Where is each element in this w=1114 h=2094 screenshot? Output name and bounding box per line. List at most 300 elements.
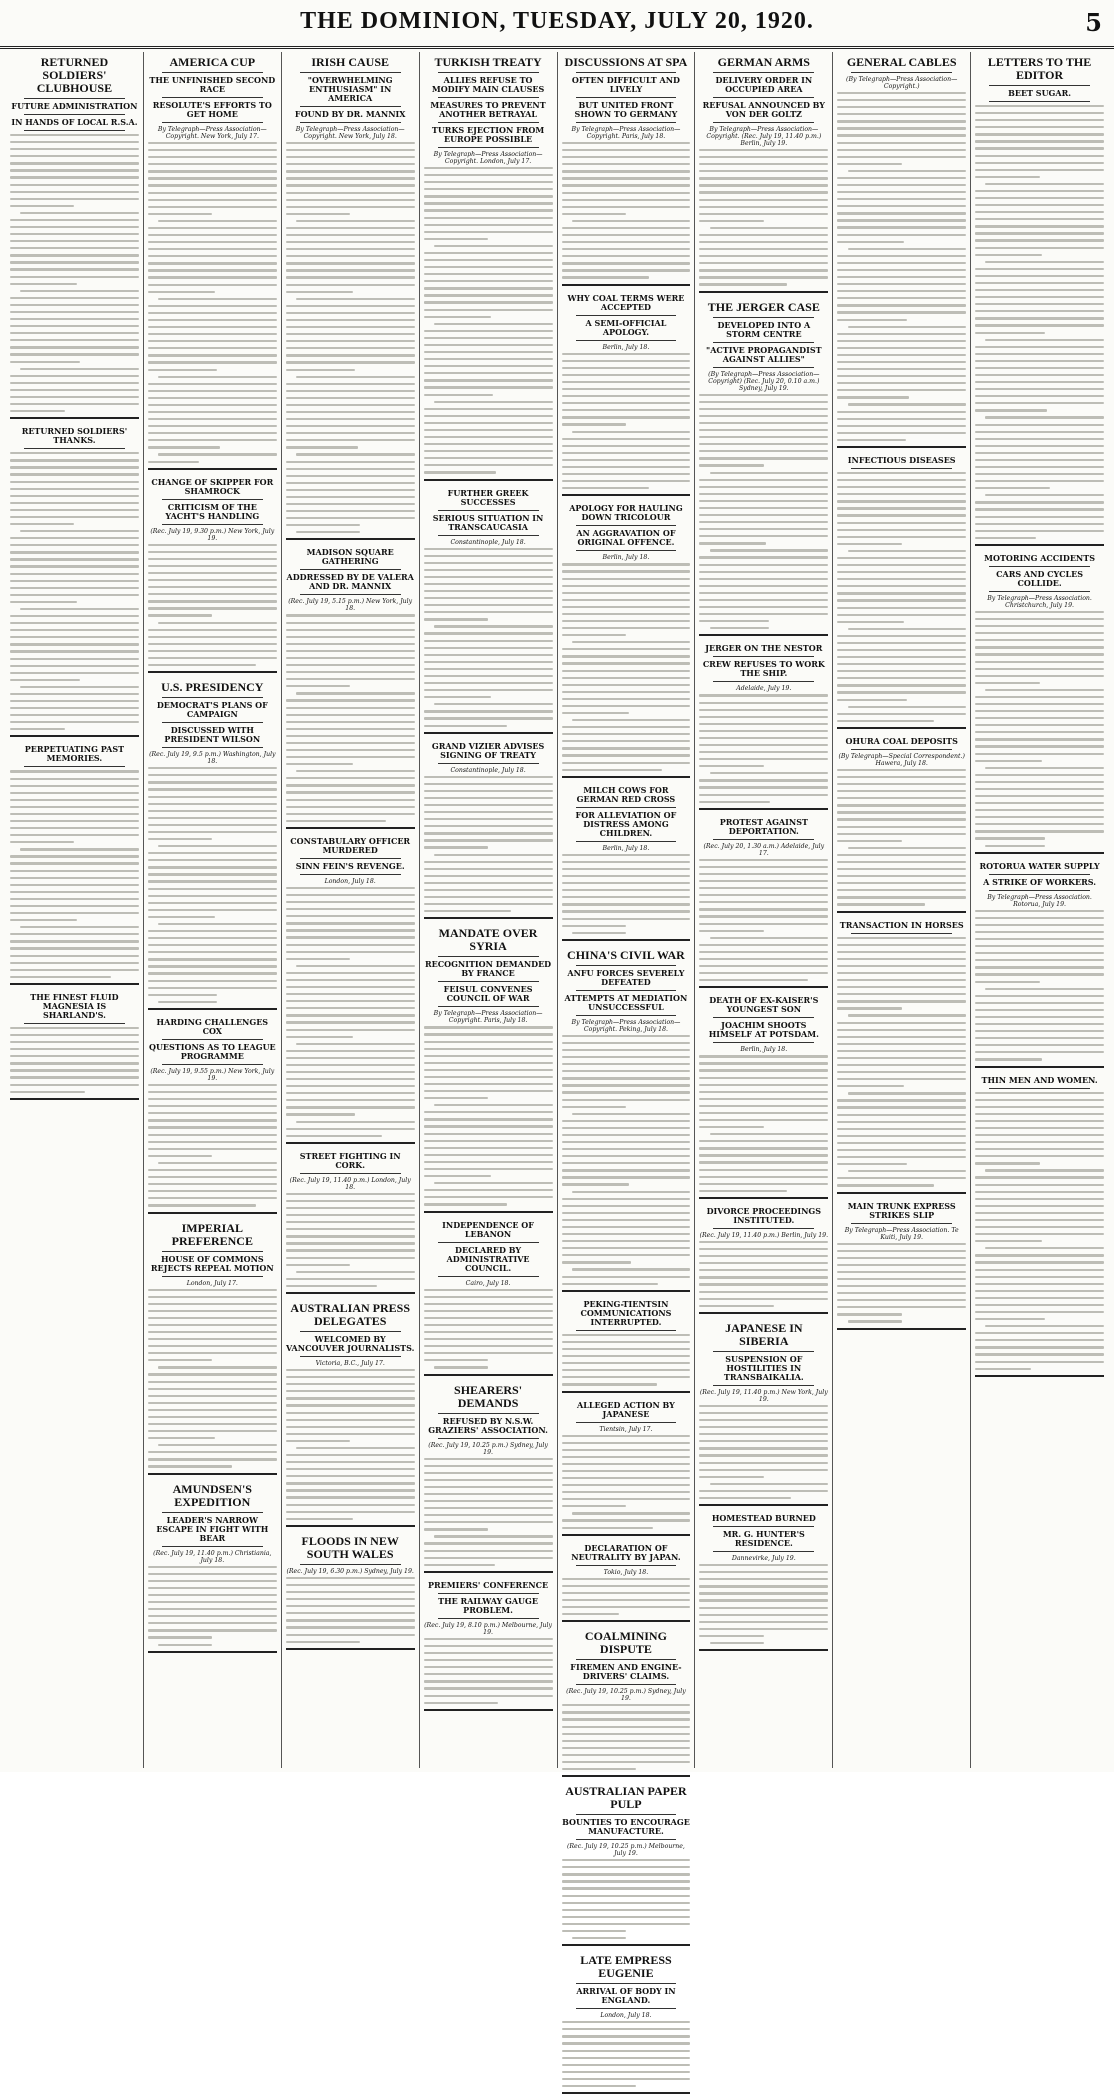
text-line xyxy=(10,905,139,907)
text-line xyxy=(424,1048,553,1050)
article-body-text xyxy=(286,614,415,821)
article-headline: AMUNDSEN'S EXPEDITION xyxy=(172,1481,252,1509)
text-line xyxy=(837,1071,966,1073)
text-line xyxy=(699,1161,828,1163)
text-line xyxy=(10,226,139,228)
text-line xyxy=(562,1505,626,1507)
text-line xyxy=(562,395,691,397)
text-line xyxy=(148,1084,277,1086)
text-line xyxy=(158,1162,277,1164)
text-line xyxy=(286,489,415,491)
article-subheadline: STREET FIGHTING IN CORK. xyxy=(299,1150,401,1170)
text-line xyxy=(975,661,1104,663)
text-line xyxy=(699,1571,828,1573)
text-line xyxy=(424,309,553,311)
text-line xyxy=(158,1444,277,1446)
text-line xyxy=(562,388,691,390)
text-line xyxy=(699,1447,828,1449)
text-line xyxy=(699,1585,828,1587)
article-body-text xyxy=(148,1289,277,1468)
article xyxy=(975,554,1104,854)
subhead-rule xyxy=(300,569,401,570)
text-line xyxy=(562,163,691,165)
text-line xyxy=(148,600,277,602)
subhead-rule xyxy=(713,122,814,123)
text-line xyxy=(10,488,139,490)
text-line xyxy=(975,1198,1104,1200)
text-line xyxy=(148,199,277,201)
text-line xyxy=(148,1601,277,1603)
text-line xyxy=(699,751,828,753)
subhead-rule xyxy=(438,1006,539,1007)
subhead-rule xyxy=(713,1017,814,1018)
headline-rule xyxy=(851,72,952,73)
text-line xyxy=(148,1430,277,1432)
text-line xyxy=(148,262,277,264)
text-line xyxy=(699,1062,828,1064)
text-line xyxy=(562,684,691,686)
article-body-text xyxy=(286,1193,415,1287)
text-line xyxy=(699,592,828,594)
text-line xyxy=(424,464,553,466)
text-line xyxy=(975,353,1104,355)
text-line xyxy=(148,817,277,819)
text-line xyxy=(562,726,691,728)
text-line xyxy=(699,779,828,781)
text-line xyxy=(837,1250,966,1252)
article-subheadline: WELCOMED BY VANCOUVER JOURNALISTS. xyxy=(285,1334,415,1354)
text-line xyxy=(286,1577,415,1579)
article-subheadline: AN AGGRAVATION OF ORIGINAL OFFENCE. xyxy=(576,528,676,548)
text-line xyxy=(562,578,691,580)
text-line xyxy=(562,409,691,411)
headline-rule xyxy=(989,85,1090,86)
article-separator xyxy=(562,284,691,286)
text-line xyxy=(699,248,828,250)
text-line xyxy=(699,206,828,208)
text-line xyxy=(286,234,415,236)
text-line xyxy=(286,657,415,659)
text-line xyxy=(286,1014,415,1016)
text-line xyxy=(975,760,1042,762)
text-line xyxy=(10,862,139,864)
article-body-text xyxy=(148,544,277,667)
text-line xyxy=(424,1111,553,1113)
text-line xyxy=(562,1383,657,1385)
text-line xyxy=(424,1097,488,1099)
text-line xyxy=(837,1142,966,1144)
text-line xyxy=(10,643,139,645)
text-line xyxy=(148,788,277,790)
text-line xyxy=(837,1078,966,1080)
text-line xyxy=(148,397,277,399)
text-line xyxy=(985,988,1104,990)
text-line xyxy=(562,1887,691,1889)
text-line xyxy=(286,799,415,801)
text-line xyxy=(286,1113,356,1115)
text-line xyxy=(562,1902,691,1904)
text-line xyxy=(148,579,277,581)
text-line xyxy=(148,1112,277,1114)
text-line xyxy=(424,294,553,296)
text-line xyxy=(296,376,415,378)
text-line xyxy=(837,425,966,427)
article-body-text xyxy=(562,1859,691,1939)
text-line xyxy=(562,1470,691,1472)
article xyxy=(562,1954,691,2094)
article-separator xyxy=(699,1312,828,1314)
text-line xyxy=(286,1383,415,1385)
text-line xyxy=(837,868,966,870)
column-1 xyxy=(6,52,144,1768)
text-line xyxy=(424,1324,553,1326)
text-line xyxy=(148,1402,277,1404)
text-line xyxy=(975,830,1104,832)
text-line xyxy=(562,1442,691,1444)
text-line xyxy=(424,188,553,190)
text-line xyxy=(10,658,139,660)
text-line xyxy=(975,140,1104,142)
text-line xyxy=(424,344,553,346)
text-line xyxy=(699,415,828,417)
text-line xyxy=(424,238,488,240)
text-line xyxy=(148,572,277,574)
text-line xyxy=(985,1169,1104,1171)
text-line xyxy=(434,703,553,705)
text-line xyxy=(837,1064,966,1066)
text-line xyxy=(562,423,626,425)
text-line xyxy=(699,1069,828,1071)
article-subheadline: ARRIVAL OF BODY IN ENGLAND. xyxy=(576,1986,676,2006)
text-line xyxy=(562,473,691,475)
text-line xyxy=(424,1125,553,1127)
text-line xyxy=(975,959,1104,961)
text-line xyxy=(10,481,139,483)
text-line xyxy=(286,1050,415,1052)
text-line xyxy=(148,767,277,769)
text-line xyxy=(699,514,828,516)
text-line xyxy=(10,969,139,971)
article-subheadline: CREW REFUSES TO WORK THE SHIP. xyxy=(702,659,825,679)
text-line xyxy=(699,958,828,960)
text-line xyxy=(562,691,691,693)
text-line xyxy=(424,287,553,289)
text-line xyxy=(975,973,1104,975)
text-line xyxy=(975,162,1104,164)
text-line xyxy=(148,1105,277,1107)
article-separator xyxy=(286,827,415,829)
text-line xyxy=(710,1642,764,1644)
text-line xyxy=(424,861,553,863)
text-line xyxy=(286,248,415,250)
text-line xyxy=(424,1507,553,1509)
text-line xyxy=(148,565,277,567)
article-subheadline: CONSTABULARY OFFICER MURDERED xyxy=(290,835,411,855)
text-line xyxy=(286,170,415,172)
text-line xyxy=(296,1043,415,1045)
text-line xyxy=(434,401,553,403)
text-line xyxy=(975,1134,1104,1136)
text-line xyxy=(148,390,277,392)
text-line xyxy=(148,347,277,349)
text-line xyxy=(975,931,1104,933)
text-line xyxy=(699,255,828,257)
text-line xyxy=(975,632,1104,634)
text-line xyxy=(10,672,139,674)
article xyxy=(424,489,553,734)
text-line xyxy=(286,742,415,744)
article-body-text xyxy=(975,105,1104,539)
text-line xyxy=(424,654,553,656)
article-separator xyxy=(975,1066,1104,1068)
text-line xyxy=(985,494,1104,496)
text-line xyxy=(10,947,139,949)
text-line xyxy=(424,1203,508,1205)
text-line xyxy=(699,1440,828,1442)
article-subheadline: CRITICISM OF THE YACHT'S HANDLING xyxy=(165,501,260,521)
text-line xyxy=(699,694,828,696)
text-line xyxy=(975,1113,1104,1115)
text-line xyxy=(424,195,553,197)
text-line xyxy=(699,1298,828,1300)
subhead-rule xyxy=(162,524,263,525)
text-line xyxy=(148,810,277,812)
text-line xyxy=(424,436,553,438)
article-body-text xyxy=(424,776,553,913)
text-line xyxy=(975,653,1104,655)
text-line xyxy=(837,92,966,94)
text-line xyxy=(837,177,966,179)
text-line xyxy=(837,699,907,701)
text-line xyxy=(10,502,139,504)
text-line xyxy=(699,1084,828,1086)
text-line xyxy=(20,926,139,928)
subhead-rule xyxy=(24,448,125,449)
text-line xyxy=(975,1219,1104,1221)
article-body-text xyxy=(975,611,1104,847)
text-line xyxy=(286,1036,353,1038)
text-line xyxy=(148,206,277,208)
article-subheadline: IN HANDS OF LOCAL R.S.A. xyxy=(11,117,138,127)
text-line xyxy=(837,993,966,995)
article-separator xyxy=(562,1534,691,1536)
text-line xyxy=(572,1113,691,1115)
text-line xyxy=(20,686,139,688)
text-line xyxy=(837,262,966,264)
article-body-text xyxy=(286,142,415,533)
text-line xyxy=(424,1500,553,1502)
text-line xyxy=(837,889,966,891)
text-line xyxy=(10,785,139,787)
article-separator xyxy=(286,1142,415,1144)
article-subheadline: FUTURE ADMINISTRATION xyxy=(11,101,138,111)
text-line xyxy=(837,1085,904,1087)
text-line xyxy=(424,202,553,204)
text-line xyxy=(562,1198,691,1200)
article-separator xyxy=(10,983,139,985)
text-line xyxy=(710,1133,829,1135)
text-line xyxy=(562,910,691,912)
text-line xyxy=(562,177,691,179)
text-line xyxy=(10,254,139,256)
text-line xyxy=(10,870,139,872)
article-body-text xyxy=(562,1578,691,1616)
text-line xyxy=(424,181,553,183)
article-subheadline: INDEPENDENCE OF LEBANON xyxy=(442,1219,534,1239)
text-line xyxy=(562,1276,691,1278)
text-line xyxy=(562,184,691,186)
text-line xyxy=(699,1462,828,1464)
article-subheadline: CHANGE OF SKIPPER FOR SHAMROCK xyxy=(151,476,274,496)
text-line xyxy=(699,965,828,967)
article-headline: THE JERGER CASE xyxy=(707,299,820,314)
text-line xyxy=(562,1859,691,1861)
subhead-rule xyxy=(576,807,677,808)
text-line xyxy=(424,1310,553,1312)
text-line xyxy=(148,1134,277,1136)
text-line xyxy=(286,1419,415,1421)
text-line xyxy=(286,908,415,910)
text-line xyxy=(975,438,1104,440)
text-line xyxy=(424,562,553,564)
article-dateline: By Telegraph—Press Association—Copyright. New York, July 17. xyxy=(157,126,267,140)
text-line xyxy=(20,608,139,610)
article-dateline: Adelaide, July 19. xyxy=(736,685,792,693)
text-line xyxy=(20,290,139,292)
text-line xyxy=(148,614,212,616)
text-line xyxy=(148,284,277,286)
text-line xyxy=(20,530,139,532)
text-line xyxy=(286,707,415,709)
text-line xyxy=(562,1754,691,1756)
text-line xyxy=(699,220,763,222)
text-line xyxy=(975,788,1104,790)
text-line xyxy=(837,797,966,799)
article-subheadline: FEISUL CONVENES COUNCIL OF WAR xyxy=(443,984,533,1004)
text-line xyxy=(10,792,139,794)
text-line xyxy=(837,1106,966,1108)
text-line xyxy=(424,1550,553,1552)
text-line xyxy=(562,1916,691,1918)
subhead-rule xyxy=(713,656,814,657)
text-line xyxy=(562,1141,691,1143)
text-line xyxy=(424,783,553,785)
text-line xyxy=(562,1162,691,1164)
article-separator xyxy=(148,468,277,470)
text-line xyxy=(985,767,1104,769)
text-line xyxy=(424,1479,553,1481)
text-line xyxy=(562,1049,691,1051)
text-line xyxy=(837,142,966,144)
text-line xyxy=(699,191,828,193)
text-line xyxy=(286,777,415,779)
text-line xyxy=(286,156,415,158)
text-line xyxy=(148,852,277,854)
text-line xyxy=(424,1645,553,1647)
text-line xyxy=(148,972,277,974)
text-line xyxy=(699,1419,828,1421)
text-line xyxy=(837,1306,966,1308)
text-line xyxy=(975,611,1104,613)
text-line xyxy=(286,784,415,786)
text-line xyxy=(562,1740,691,1742)
subhead-rule xyxy=(851,468,952,469)
headline-rule xyxy=(438,1413,539,1414)
text-line xyxy=(10,184,139,186)
article-subheadline: RECOGNITION DEMANDED BY FRANCE xyxy=(425,959,552,979)
text-line xyxy=(572,1937,626,1939)
text-line xyxy=(286,1029,415,1031)
text-line xyxy=(562,1873,691,1875)
text-line xyxy=(286,699,415,701)
text-line xyxy=(148,269,277,271)
text-line xyxy=(10,452,139,454)
text-line xyxy=(10,551,139,553)
text-line xyxy=(148,664,256,666)
text-line xyxy=(148,326,277,328)
text-line xyxy=(148,461,200,463)
text-line xyxy=(148,1098,277,1100)
text-line xyxy=(975,1205,1104,1207)
text-line xyxy=(424,1680,553,1682)
text-line xyxy=(10,162,139,164)
text-line xyxy=(699,894,828,896)
text-line xyxy=(424,903,553,905)
text-line xyxy=(148,177,277,179)
text-line xyxy=(148,1465,232,1467)
text-line xyxy=(699,930,763,932)
subhead-rule xyxy=(162,722,263,723)
article-dateline: By Telegraph—Press Association—Copyright. Paris, July 18. xyxy=(571,126,681,140)
text-line xyxy=(975,147,1104,149)
text-line xyxy=(837,663,966,665)
article-dateline: Berlin, July 18. xyxy=(602,343,650,351)
text-line xyxy=(10,1084,139,1086)
article-dateline: By Telegraph—Press Association—Copyright. Peking, July 18. xyxy=(571,1018,681,1033)
text-line xyxy=(837,1022,966,1024)
text-line xyxy=(424,231,553,233)
text-line xyxy=(699,493,828,495)
text-line xyxy=(837,1000,966,1002)
text-line xyxy=(975,1353,1104,1355)
text-line xyxy=(424,471,496,473)
text-line xyxy=(286,383,415,385)
text-line xyxy=(148,1636,212,1638)
text-line xyxy=(148,1458,277,1460)
text-line xyxy=(699,1426,828,1428)
text-line xyxy=(837,592,966,594)
article-subheadline: FOR ALLEVIATION OF DISTRESS AMONG CHILDREN. xyxy=(575,809,677,838)
text-line xyxy=(148,636,277,638)
text-line xyxy=(286,340,415,342)
text-line xyxy=(562,1477,691,1479)
text-line xyxy=(148,650,277,652)
text-line xyxy=(975,1240,1042,1242)
article-body-text xyxy=(10,1027,139,1093)
text-line xyxy=(10,1048,139,1050)
text-line xyxy=(985,339,1104,341)
text-line xyxy=(424,316,491,318)
article-separator xyxy=(424,1571,553,1573)
text-line xyxy=(975,523,1104,525)
text-line xyxy=(837,1114,966,1116)
article-body-text xyxy=(148,767,277,1003)
text-line xyxy=(424,1652,553,1654)
article xyxy=(10,427,139,737)
text-line xyxy=(562,2078,691,2080)
text-line xyxy=(837,656,966,658)
text-line xyxy=(975,1037,1104,1039)
